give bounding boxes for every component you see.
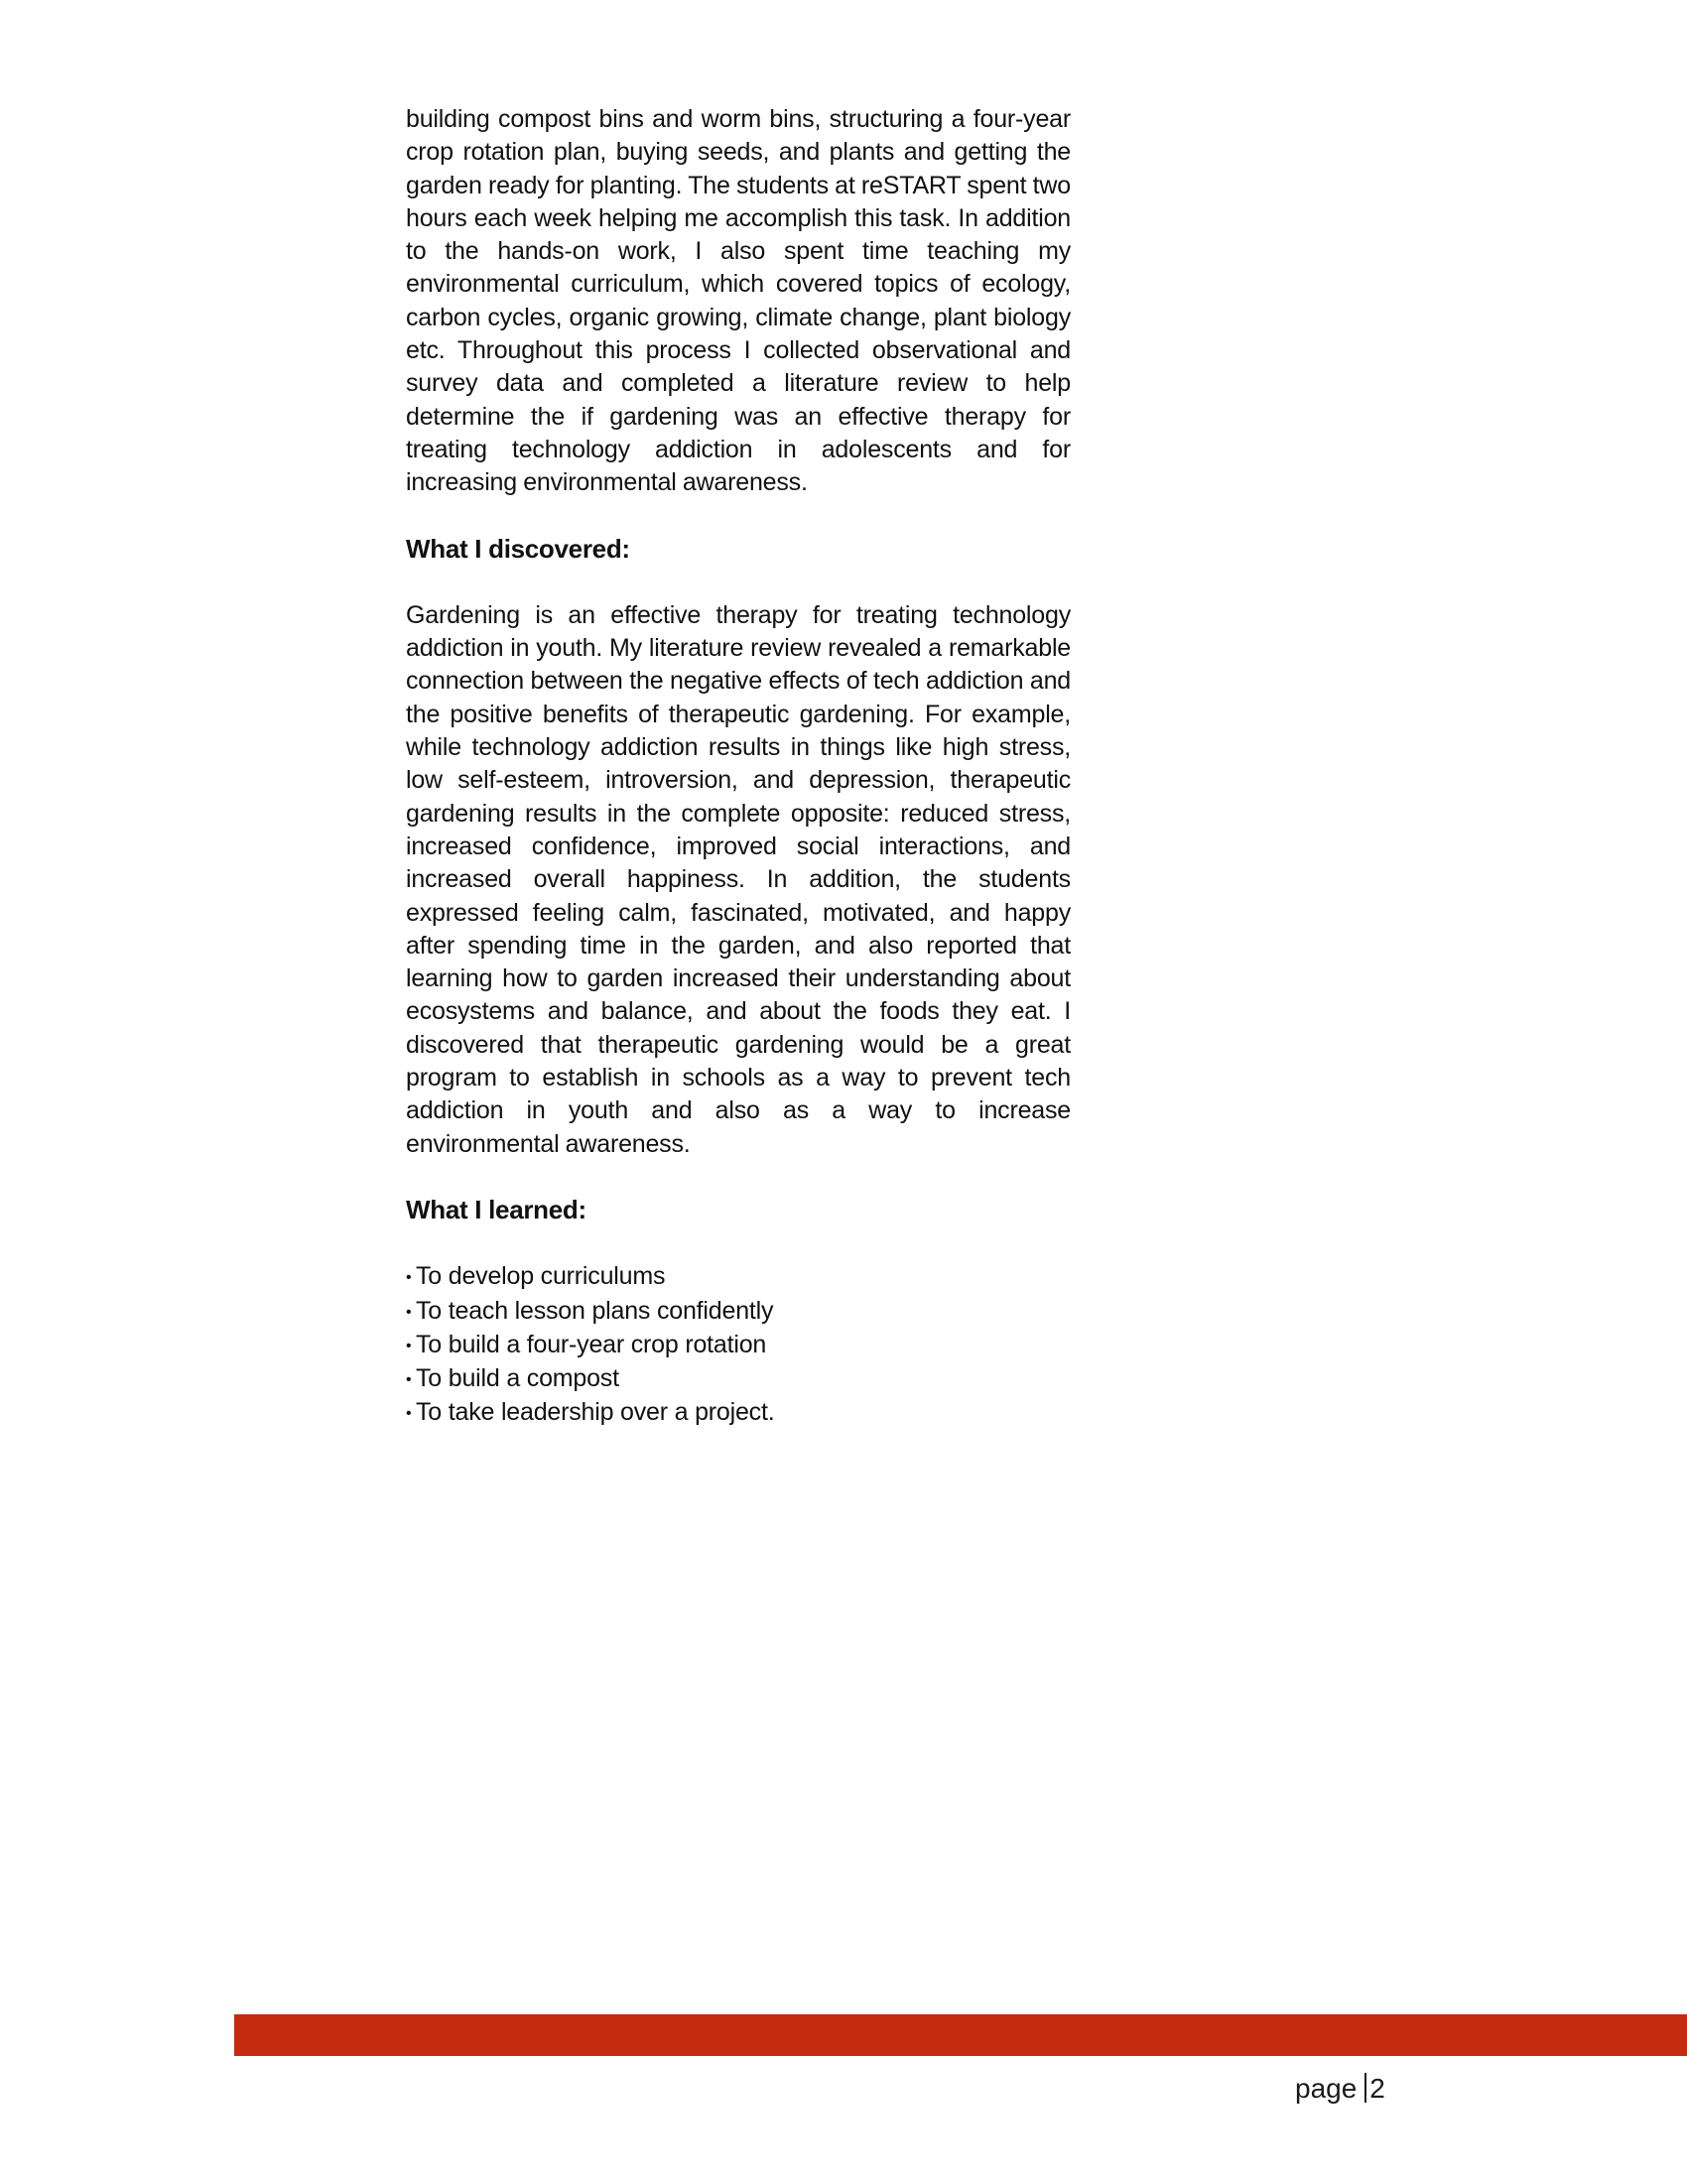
bullet-icon: • (406, 1303, 412, 1321)
discovered-paragraph: Gardening is an effective therapy for treating technology addiction in youth. My literature review revealed a remarkable connection between the negative effects of tech addiction and the positive benefits of therapeutic gardening. For example, while technology addiction results in things like high stress, low self-esteem, introversion, and depression, therapeutic gardening results in the complete opposite: reduced stress, increased confidence, improved social interactions, and increased overall happiness. In addition, the students expressed feeling calm, fascinated, motivated, and happy after spending time in the garden, and also reported that learning how to garden increased their understanding about ecosystems and balance, and about the foods they eat. I discovered that therapeutic gardening would be a great program to establish in schools as a way to prevent tech addiction in youth and also as a way to increase environmental awareness. (406, 600, 1071, 1158)
page-separator (1364, 2073, 1366, 2103)
section-heading-discovered: What I discovered: (406, 533, 630, 564)
list-item (406, 1260, 1071, 1294)
list-item-text: To take leadership over a project. (416, 1398, 775, 1427)
list-item (406, 1329, 1071, 1362)
bullet-icon: • (406, 1371, 412, 1389)
spacer (406, 566, 1071, 599)
list-item-text: To build a four-year crop rotation (416, 1330, 767, 1358)
list-item-text: To teach lesson plans confidently (416, 1296, 774, 1325)
footer-accent-bar (234, 2014, 1687, 2056)
section-what-i-discovered (406, 533, 1071, 1161)
list-item (406, 1396, 1071, 1430)
page-label: page (1295, 2073, 1358, 2104)
bullet-icon: • (406, 1269, 412, 1287)
document-body (406, 103, 1071, 1431)
spacer (406, 1161, 1071, 1194)
list-item (406, 1295, 1071, 1329)
learned-list (406, 1260, 1071, 1430)
section-heading-learned: What I learned: (406, 1194, 586, 1224)
section-what-i-learned (406, 1194, 1071, 1431)
list-item (406, 1362, 1071, 1396)
list-item-text: To develop curriculums (416, 1262, 666, 1291)
intro-paragraph: building compost bins and worm bins, structuring a four-year crop rotation plan, buying seeds, and plants and getting the garden ready for planting. The students at reSTART spent two hours each week helping me accomplish this task. In addition to the hands-on work, I also spent time teaching my environmental curriculum, which covered topics of ecology, carbon cycles, organic growing, climate change, plant biology etc. Throughout this process I collected observational and survey data and completed a literature review to help determine the if gardening was an effective therapy for treating technology addiction in adolescents and for increasing environmental awareness. (406, 105, 1071, 497)
page-number (1295, 2072, 1385, 2106)
bullet-icon: • (406, 1337, 412, 1354)
spacer (406, 500, 1071, 533)
bullet-icon: • (406, 1405, 412, 1423)
spacer (406, 1226, 1071, 1260)
page-number-value: 2 (1369, 2073, 1385, 2104)
list-item-text: To build a compost (416, 1364, 619, 1393)
